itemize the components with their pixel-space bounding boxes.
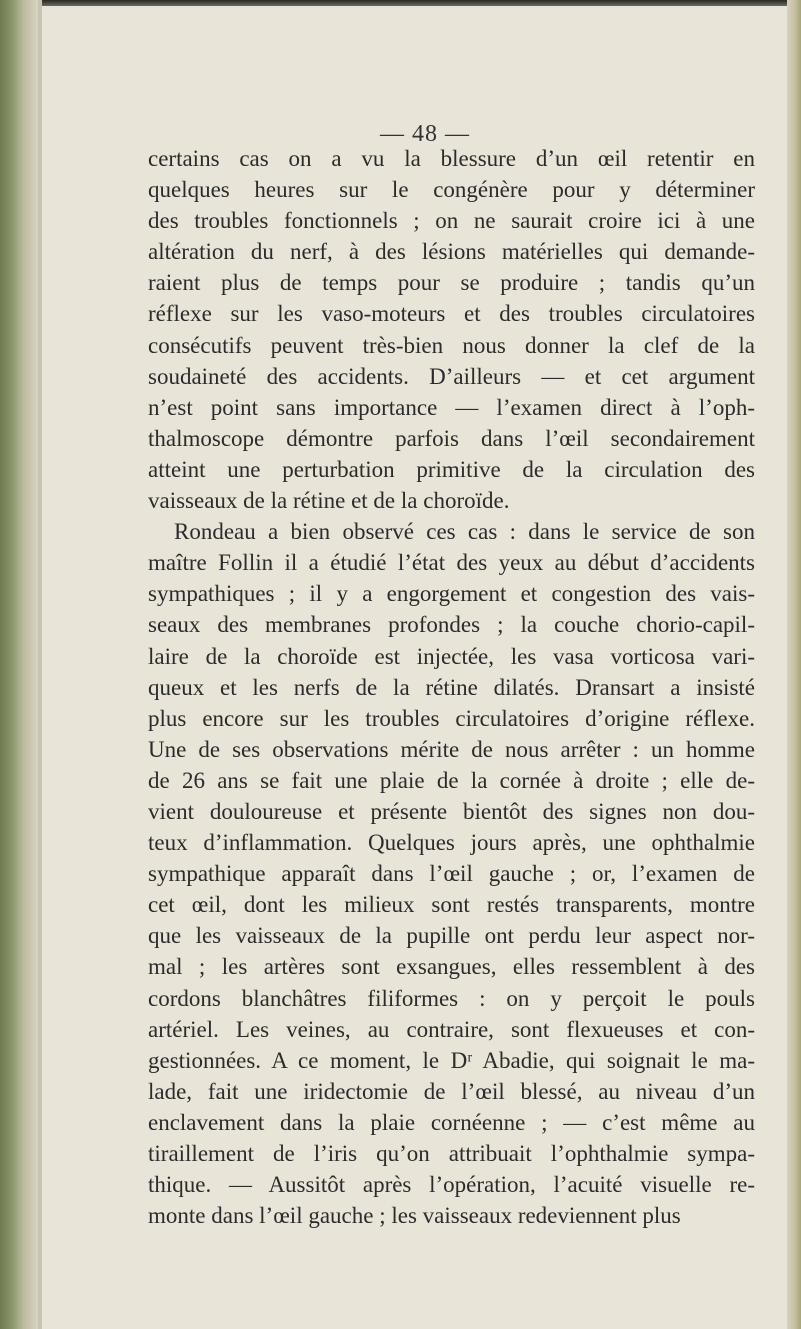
- text-line: artériel. Les veines, au contraire, sont flexueuses et con-: [148, 1016, 755, 1042]
- book-spine: [0, 0, 38, 1329]
- text-line: gestionnées. A ce moment, le Dʳ Abadie, qui soignait le ma-: [148, 1047, 755, 1073]
- text-line: plus encore sur les troubles circulatoires d’origine réflexe.: [148, 705, 755, 731]
- page-number: — 48 —: [380, 121, 470, 147]
- text-line: n’est point sans importance — l’examen direct à l’oph-: [148, 394, 755, 420]
- text-line: des troubles fonctionnels ; on ne saurait croire ici à une: [148, 208, 755, 234]
- text-line: sympathique apparaît dans l’œil gauche ; or, l’examen de: [148, 861, 755, 887]
- text-line: tiraillement de l’iris qu’on attribuait l’ophthalmie sympa-: [148, 1141, 755, 1166]
- text-line: altération du nerf, à des lésions matérielles qui demande-: [148, 239, 755, 265]
- body-text: [148, 143, 755, 1231]
- text-line: que les vaisseaux de la pupille ont perdu leur aspect nor-: [148, 923, 755, 949]
- book-page: [60, 0, 790, 1329]
- text-line: thique. — Aussitôt après l’opération, l’acuité visuelle re-: [148, 1172, 755, 1198]
- text-line: thalmoscope démontre parfois dans l’œil secondairement: [148, 425, 755, 451]
- text-line: cordons blanchâtres filiformes : on y perçoit le pouls: [148, 985, 755, 1011]
- text-line: cet œil, dont les milieux sont restés transparents, montre: [148, 892, 755, 918]
- text-line: consécutifs peuvent très-bien nous donner la clef de la: [148, 332, 755, 358]
- text-line: lade, fait une iridectomie de l’œil blessé, au niveau d’un: [148, 1078, 755, 1104]
- text-line: vient douloureuse et présente bientôt des signes non dou-: [148, 798, 755, 824]
- spine-edge: [38, 0, 42, 1329]
- text-line: teux d’inflammation. Quelques jours après, une ophthalmie: [148, 830, 755, 856]
- text-line: seaux des membranes profondes ; la couche chorio-capil-: [148, 612, 755, 638]
- text-line: vaisseaux de la rétine et de la choroïde.: [148, 488, 510, 514]
- text-line: enclavement dans la plaie cornéenne ; — c’est même au: [148, 1109, 755, 1135]
- text-line: soudaineté des accidents. D’ailleurs — et cet argument: [148, 363, 755, 389]
- text-line: Rondeau a bien observé ces cas : dans le service de son: [174, 519, 755, 545]
- text-line: mal ; les artères sont exsangues, elles ressemblent à des: [148, 954, 755, 980]
- text-line: sympathiques ; il y a engorgement et congestion des vais-: [148, 581, 755, 607]
- text-line: réflexe sur les vaso-moteurs et des troubles circulatoires: [148, 301, 755, 327]
- text-line: raient plus de temps pour se produire ; tandis qu’un: [148, 270, 755, 296]
- text-line: quelques heures sur le congénère pour y déterminer: [148, 177, 755, 203]
- text-line: maître Follin il a étudié l’état des yeux au début d’accidents: [148, 550, 755, 576]
- text-line: laire de la choroïde est injectée, les vasa vorticosa vari-: [148, 643, 755, 669]
- text-line: queux et les nerfs de la rétine dilatés. Dransart a insisté: [148, 674, 755, 700]
- text-line: atteint une perturbation primitive de la circulation des: [148, 456, 755, 482]
- text-line: de 26 ans se fait une plaie de la cornée à droite ; elle de-: [148, 767, 755, 793]
- text-line: certains cas on a vu la blessure d’un œil retentir en: [148, 146, 755, 171]
- text-line: monte dans l’œil gauche ; les vaisseaux redeviennent plus: [148, 1203, 681, 1229]
- text-line: Une de ses observations mérite de nous arrêter : un homme: [148, 736, 755, 762]
